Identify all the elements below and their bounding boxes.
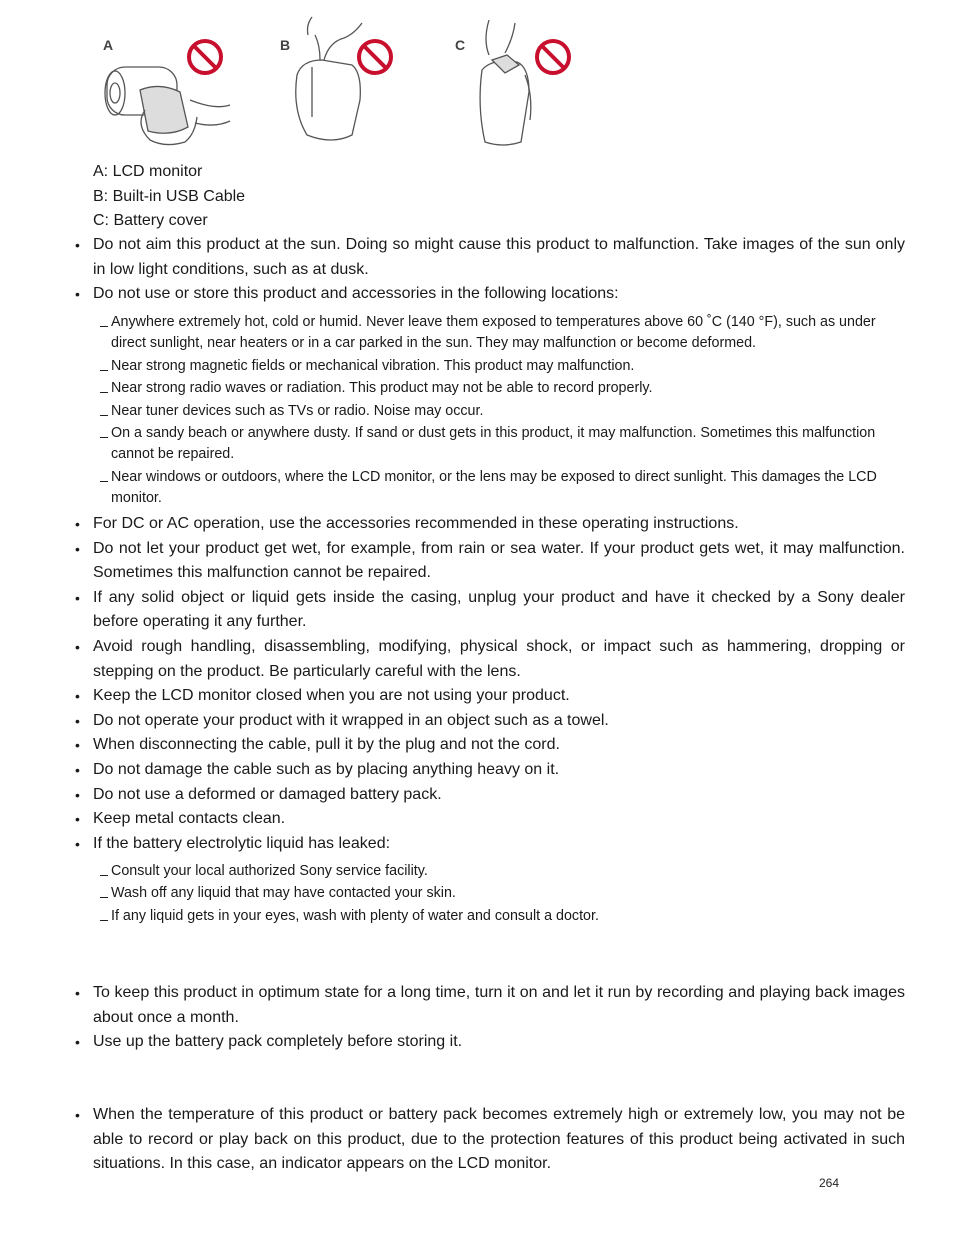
sublist-item: Consult your local authorized Sony service facility. [100, 861, 890, 882]
list-item: • Avoid rough handling, disassembling, modifying, physical shock, or impact such as hammering, dropping or stepping on the product. Be particularly careful with the lens. [75, 635, 905, 684]
caption-b: B: Built-in USB Cable [93, 187, 246, 205]
list-item: • Do not damage the cable such as by placing anything heavy on it. [75, 758, 905, 783]
caption-a: A: LCD monitor [93, 163, 203, 180]
list-item: • For DC or AC operation, use the accessories recommended in these operating instructions. [75, 512, 905, 537]
sublist-item: On a sandy beach or anywhere dusty. If sand or dust gets in this product, it may malfunction. Sometimes this malfunction cannot be repaired. [100, 423, 890, 466]
leak-steps-sublist [100, 861, 890, 928]
sublist-item: Near tuner devices such as TVs or radio. Noise may occur. [100, 401, 890, 422]
list-item: • Do not let your product get wet, for example, from rain or sea water. If your product gets wet, it may malfunction. Sometimes this malfunction cannot be repaired. [75, 537, 905, 586]
camcorder-held-by-usb-cable-illustration [272, 15, 422, 150]
list-item: • Do not aim this product at the sun. Doing so might cause this product to malfunction. Take images of the sun only in low light conditions, such as at dusk. [75, 233, 905, 282]
caption-c: C: Battery cover [93, 212, 208, 230]
prohibition-icon-a [189, 41, 221, 73]
list-item: • Keep metal contacts clean. [75, 807, 905, 832]
list-item: • Do not use or store this product and accessories in the following locations: [75, 282, 905, 307]
sublist-item: If any liquid gets in your eyes, wash with plenty of water and consult a doctor. [100, 906, 890, 927]
storage-list [75, 981, 905, 1055]
figure-a [95, 15, 245, 150]
sublist-item: Near strong magnetic fields or mechanical vibration. This product may malfunction. [100, 356, 890, 377]
list-item: • If any solid object or liquid gets inside the casing, unplug your product and have it checked by a Sony dealer before operating it any further. [75, 586, 905, 635]
figure-b-letter: B [280, 37, 291, 53]
prohibition-icon-c [537, 41, 569, 73]
figure-a-letter: A [103, 37, 114, 53]
list-item: • Use up the battery pack completely before storing it. [75, 1030, 905, 1055]
list-item: • If the battery electrolytic liquid has leaked: [75, 832, 905, 857]
sublist-item: Near strong radio waves or radiation. This product may not be able to record properly. [100, 378, 890, 399]
temperature-list [75, 1103, 905, 1177]
list-item: • When disconnecting the cable, pull it by the plug and not the cord. [75, 733, 905, 758]
precautions-list-2 [75, 512, 905, 856]
sublist-item: Anywhere extremely hot, cold or humid. Never leave them exposed to temperatures above 60 ˚C (140 °F), such as under direct sunlight, near heaters or in a car parked in the sun. They may malfunction or become deformed. [100, 312, 890, 355]
list-item: • Do not operate your product with it wrapped in an object such as a towel. [75, 709, 905, 734]
camcorder-held-by-lcd-illustration [95, 15, 245, 150]
list-item: • Do not use a deformed or damaged battery pack. [75, 783, 905, 808]
figure-b [272, 15, 422, 150]
figure-captions [93, 160, 245, 234]
list-item: • To keep this product in optimum state for a long time, turn it on and let it run by recording and playing back images about once a month. [75, 981, 905, 1030]
figure-c-letter: C [455, 37, 466, 53]
list-item: • Keep the LCD monitor closed when you are not using your product. [75, 684, 905, 709]
prohibition-icon-b [359, 41, 391, 73]
page-number: 264 [819, 1176, 840, 1190]
locations-sublist [100, 312, 890, 511]
camcorder-held-by-battery-cover-illustration [447, 15, 597, 150]
figure-c [447, 15, 597, 150]
precautions-list-1 [75, 233, 905, 307]
list-item: • When the temperature of this product or battery pack becomes extremely high or extremely low, you may not be able to record or play back on this product, due to the protection features of this product being activated in such situations. In this case, an indicator appears on the LCD monitor. [75, 1103, 905, 1177]
sublist-item: Near windows or outdoors, where the LCD monitor, or the lens may be exposed to direct sunlight. This damages the LCD monitor. [100, 467, 890, 510]
sublist-item: Wash off any liquid that may have contacted your skin. [100, 883, 890, 904]
illustration-row [95, 15, 595, 150]
